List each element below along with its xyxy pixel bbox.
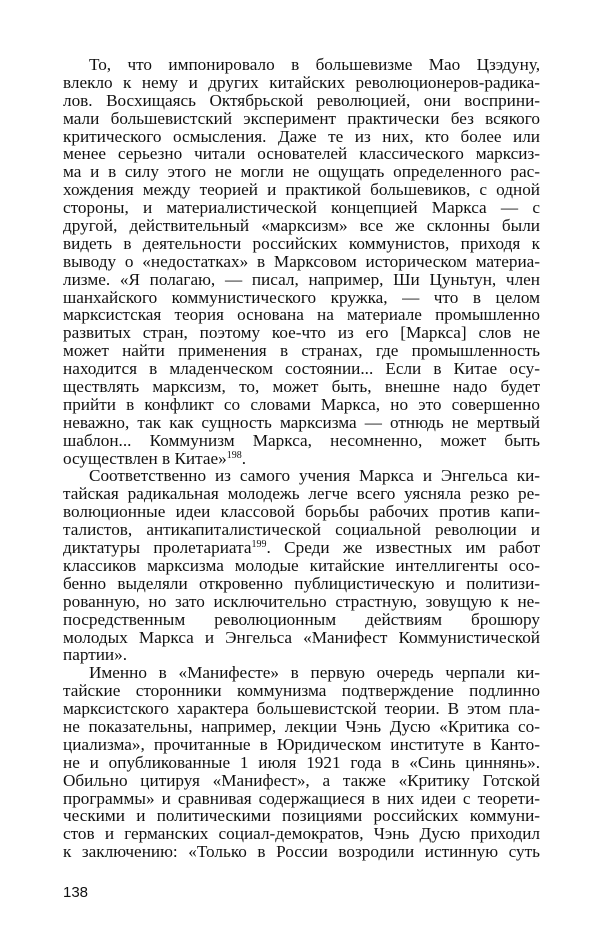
text-line bbox=[63, 575, 540, 593]
text-line bbox=[63, 807, 540, 825]
text-line bbox=[63, 772, 540, 790]
text-line bbox=[63, 163, 540, 181]
line-text: к заключению: «Только в России возродили истинную суть bbox=[63, 842, 540, 862]
line-text: видеть в деятельности российских коммунистов, приходя к bbox=[63, 233, 540, 253]
text-line bbox=[63, 611, 540, 629]
text-line bbox=[63, 306, 540, 324]
text-line bbox=[63, 74, 540, 92]
text-line bbox=[63, 145, 540, 163]
text-line bbox=[63, 253, 540, 271]
text-line bbox=[63, 360, 540, 378]
line-text: Обильно цитируя «Манифест», а также «Критику Готской bbox=[63, 770, 540, 790]
line-text: прийти в конфликт со словами Маркса, но это совершенно bbox=[63, 394, 540, 414]
text-line bbox=[63, 557, 540, 575]
line-text: выводу о «недостатках» в Марксовом историческом материа- bbox=[63, 251, 540, 271]
text-line bbox=[63, 199, 540, 217]
line-text: тайская радикальная молодежь легче всего уясняла резко ре- bbox=[63, 484, 540, 504]
line-text: другой, действительный «марксизм» все же склонны были bbox=[63, 216, 540, 236]
line-text-tail: . Среди же известных им работ bbox=[266, 538, 540, 558]
line-text: менее серьезно читали основателей классического марксиз- bbox=[63, 144, 540, 164]
paragraph bbox=[63, 467, 540, 664]
text-line bbox=[63, 503, 540, 521]
text-line bbox=[63, 843, 540, 861]
text-line bbox=[63, 110, 540, 128]
text-line bbox=[63, 128, 540, 146]
text-line bbox=[63, 664, 540, 682]
text-line bbox=[63, 646, 540, 664]
line-text: тайские сторонники коммунизма подтверждение подлинно bbox=[63, 681, 540, 701]
text-line bbox=[63, 342, 540, 360]
line-text: марксистская теория основана на материале промышленно bbox=[63, 305, 540, 325]
text-line bbox=[63, 217, 540, 235]
text-line bbox=[63, 700, 540, 718]
text-line bbox=[63, 56, 540, 74]
paragraph bbox=[63, 56, 540, 467]
text-line bbox=[63, 324, 540, 342]
text-line bbox=[63, 718, 540, 736]
text-line bbox=[63, 378, 540, 396]
line-text: волюционные идеи классовой борьбы рабочих против капи- bbox=[63, 502, 540, 522]
line-text: стов и германских социал-демократов, Чэнь Дусю приходил bbox=[63, 824, 540, 844]
line-text: критического осмысления. Даже те из них, кто более или bbox=[63, 126, 540, 146]
line-text: ществлять марксизм, то, может быть, внешне надо будет bbox=[63, 377, 540, 397]
line-text: влекло к нему и других китайских революционеров-радика- bbox=[63, 72, 540, 92]
line-text: талистов, антикапиталистической социальной революции и bbox=[63, 520, 540, 540]
line-text: рованную, но зато исключительно страстную, зовущую к не- bbox=[63, 591, 540, 611]
line-text: лизме. «Я полагаю, — писал, например, Ши Цуньтун, член bbox=[63, 269, 540, 289]
line-text: партии». bbox=[63, 645, 127, 665]
line-text: бенно выделяли откровенно публицистическую и политизи- bbox=[63, 573, 540, 593]
page-number: 138 bbox=[63, 884, 89, 901]
line-text: неважно, так как сущность марксизма — отнюдь не мертвый bbox=[63, 412, 540, 432]
line-text: хождения между теорией и практикой большевиков, с одной bbox=[63, 180, 540, 200]
text-line bbox=[63, 181, 540, 199]
text-line bbox=[63, 396, 540, 414]
text-line bbox=[63, 682, 540, 700]
text-line bbox=[63, 485, 540, 503]
line-text: лов. Восхищаясь Октябрьской революцией, они восприни- bbox=[63, 90, 540, 110]
line-text: шаблон... Коммунизм Маркса, несомненно, может быть bbox=[63, 430, 540, 450]
line-text: стороны, и материалистической концепцией Маркса — с bbox=[63, 198, 540, 218]
text-line bbox=[63, 432, 540, 450]
line-text: То, что импонировало в большевизме Мао Цзэдуну, bbox=[89, 55, 540, 74]
line-text: не и опубликованные 1 июля 1921 года в «Синь циннянь». bbox=[63, 752, 540, 772]
text-line bbox=[63, 235, 540, 253]
text-line bbox=[63, 790, 540, 808]
text-line bbox=[63, 539, 540, 557]
line-text: мали большевистский эксперимент практически без всякого bbox=[63, 108, 540, 128]
line-text: не показательны, например, лекции Чэнь Дусю «Критика со- bbox=[63, 716, 540, 736]
line-text: шанхайского коммунистического кружка, — что в целом bbox=[63, 287, 540, 307]
text-line bbox=[63, 521, 540, 539]
text-line bbox=[63, 629, 540, 647]
line-text: Именно в «Манифесте» в первую очередь черпали ки- bbox=[89, 663, 540, 683]
line-text: циализма», прочитанные в Юридическом институте в Канто- bbox=[63, 734, 540, 754]
paragraph bbox=[63, 664, 540, 861]
text-line bbox=[63, 289, 540, 307]
line-text-tail: . bbox=[241, 448, 246, 468]
text-line bbox=[63, 825, 540, 843]
line-text: осуществлен в Китае» bbox=[63, 448, 227, 468]
line-text: диктатуры пролетариата bbox=[63, 538, 252, 558]
line-text: марксистского характера большевистской теории. В этом пла- bbox=[63, 699, 540, 719]
text-line bbox=[63, 467, 540, 485]
text-line bbox=[63, 450, 540, 468]
text-line bbox=[63, 271, 540, 289]
line-text: классиков марксизма молодые китайские интеллигенты осо- bbox=[63, 555, 540, 575]
line-text: посредственным революционным действиям брошюру bbox=[63, 609, 540, 629]
line-text: развитых стран, поэтому кое-что из его [Маркса] слов не bbox=[63, 323, 540, 343]
text-line bbox=[63, 593, 540, 611]
line-text: молодых Маркса и Энгельса «Манифест Коммунистической bbox=[63, 627, 540, 647]
text-line bbox=[63, 754, 540, 772]
line-text: может найти применения в странах, где промышленность bbox=[63, 341, 540, 361]
text-line bbox=[63, 736, 540, 754]
page-body bbox=[63, 56, 540, 861]
text-line bbox=[63, 92, 540, 110]
footnote-ref: 198 bbox=[226, 449, 242, 461]
line-text: Соответственно из самого учения Маркса и Энгельса ки- bbox=[89, 466, 540, 486]
footnote-ref: 199 bbox=[251, 539, 267, 551]
line-text: ческими и политическими позициями российских коммуни- bbox=[63, 806, 540, 826]
text-line bbox=[63, 414, 540, 432]
line-text: ма и в силу этого не могли не ощущать определенного рас- bbox=[63, 162, 540, 182]
line-text: программы» и сравнивая содержащиеся в них идеи с теорети- bbox=[63, 788, 540, 808]
line-text: находится в младенческом состоянии... Если в Китае осу- bbox=[63, 359, 540, 379]
